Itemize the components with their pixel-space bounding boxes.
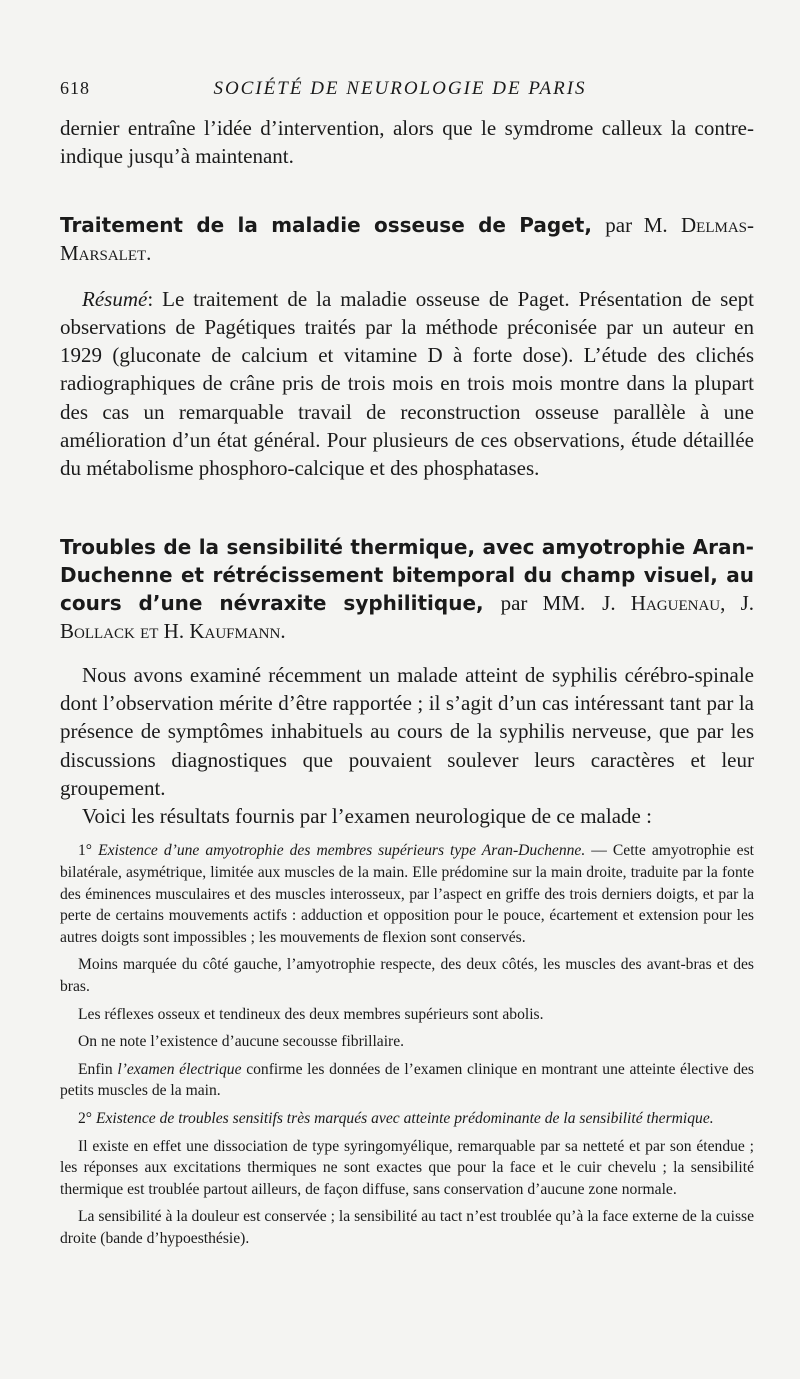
intro-paragraph: dernier entraîne l’idée d’intervention, alors que le symdrome calleux la contre-indique jusqu’à maintenant. xyxy=(60,116,754,169)
paragraph-dissociation: Il existe en effet une dissociation de type syringomyélique, remarquable par sa netteté et par son étendue ; les réponses aux excitations thermiques ne sont exactes que pour la face et le cuir chevelu ; la sensibilité thermique est troublée partout ailleurs, de façon diffuse, sans conservation d’aucune zone normale. xyxy=(60,1137,754,1198)
enfin-start: Enfin xyxy=(78,1060,113,1078)
page-number: 618 xyxy=(60,78,90,98)
article2-title: Troubles de la sensibilité thermique, avec amyotrophie Aran-Duchenne et rétrécissement bitemporal du champ visuel, au cours d’une névraxite syphilitique, xyxy=(60,534,754,615)
paragraph-moins: Moins marquée du côté gauche, l’amyotrophie respecte, des deux côtés, les muscles des avant-bras et des bras. xyxy=(60,956,754,996)
paragraph-douleur: La sensibilité à la douleur est conservée ; la sensibilité au tact n’est troublée qu’à la face externe de la cuisse droite (bande d’hypoesthésie). xyxy=(60,1208,754,1247)
article2-para2: Voici les résultats fournis par l’examen neurologique de ce malade : xyxy=(82,804,652,829)
article1-resume xyxy=(60,285,754,483)
article1-by: par M. xyxy=(605,212,668,237)
article2-para1: Nous avons examiné récemment un malade atteint de syphilis cérébro-spinale dont l’observation mérite d’être rapportée ; il s’agit d’un cas intéressant tant par la présence de symptômes inhabituels au cours de la syphilis nerveuse, que par les discussions diagnostiques que pouvaient soulever leurs caractères et leur groupement. xyxy=(60,662,754,800)
article2-by: par MM. xyxy=(500,590,586,615)
item2-num: 2° xyxy=(78,1109,93,1127)
article1-authors: Delmas-Marsalet. xyxy=(60,212,754,265)
enfin-end: confirme les données de l’examen clinique en montrant une atteinte élective des petits muscles de la main. xyxy=(60,1060,754,1100)
running-title: SOCIÉTÉ DE NEUROLOGIE DE PARIS xyxy=(213,78,587,99)
paragraph-note: On ne note l’existence d’aucune secousse fibrillaire. xyxy=(78,1033,405,1051)
paragraph-reflexes: Les réflexes osseux et tendineux des deux membres supérieurs sont abolis. xyxy=(78,1005,544,1023)
article1-title-block xyxy=(60,211,754,267)
page-header xyxy=(60,78,740,102)
paragraph-enfin xyxy=(60,1059,754,1102)
item1-paragraph xyxy=(60,840,754,948)
item2-paragraph xyxy=(60,1108,754,1130)
item2-heading: Existence de troubles sensitifs très marqués avec atteinte prédominante de la sensibilité thermique. xyxy=(95,1109,714,1127)
enfin-italic: l’examen électrique xyxy=(117,1060,242,1078)
article2-title-block xyxy=(60,533,754,645)
page-body xyxy=(60,114,754,1250)
item1-heading: Existence d’une amyotrophie des membres supérieurs type Aran-Duchenne. xyxy=(98,842,586,860)
article1-title: Traitement de la maladie osseuse de Paget, xyxy=(60,212,592,237)
item1-text: — Cette amyotrophie est bilatérale, asymétrique, limitée aux muscles de la main. Elle prédomine sur la main droite, traduite par la fonte des éminences musculaires et des muscles interosseux, par l’aspect en griffe des trois derniers doigts, et par la perte de certains mouvements actifs : adduction et opposition pour le pouce, écartement et extension pour les autres doigts sont impossibles ; les mouvements de flexion sont conservés. xyxy=(60,842,754,946)
article2-authors: J. Haguenau, J. Bollack et H. Kaufmann. xyxy=(60,590,754,643)
resume-label: Résumé xyxy=(82,286,148,311)
item1-num: 1° xyxy=(78,842,93,860)
resume-text: : Le traitement de la maladie osseuse de Paget. Présentation de sept observations de Pagétiques traités par la méthode préconisée par un auteur en 1929 (gluconate de calcium et vitamine D à forte dose). L’étude des clichés radiographiques de crâne pris de trois mois en trois mois montre dans la plupart des cas un remarquable travail de reconstruction osseuse parallèle à une amélioration d’un état général. Pour plusieurs de ces observations, étude détaillée du métabolisme phosphoro-calcique et des phosphatases. xyxy=(60,286,754,481)
